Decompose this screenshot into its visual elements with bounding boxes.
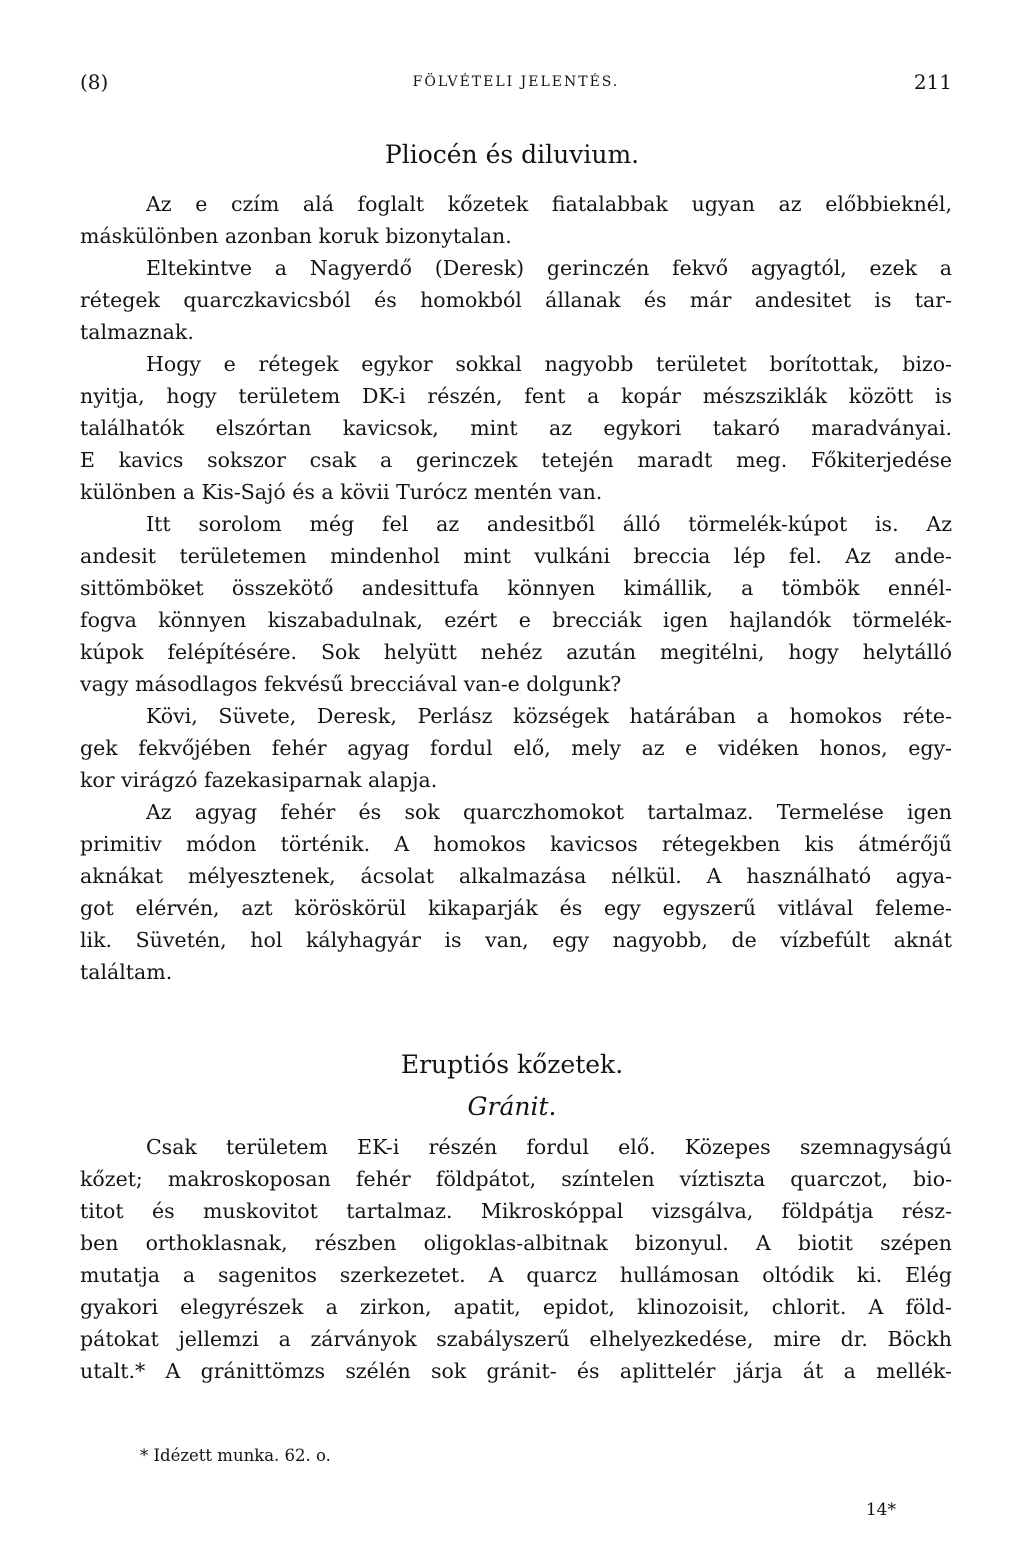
page-number: 211 <box>913 70 952 94</box>
text-line: andesit területemen mindenhol mint vulkáni breccia lép fel. Az ande- <box>80 544 952 568</box>
text-line: gek fekvőjében fehér agyag fordul elő, mely az e vidéken honos, egy- <box>80 736 952 760</box>
text-line: primitiv módon történik. A homokos kavicsos rétegekben kis átmérőjű <box>80 832 952 856</box>
text-line: titot és muskovitot tartalmaz. Mikroskóppal vizsgálva, földpátja rész- <box>80 1199 952 1223</box>
text-line: Az e czím alá foglalt kőzetek fiatalabbak ugyan az előbbieknél, <box>146 192 952 216</box>
section-number: (8) <box>80 70 109 94</box>
text-line: kúpok felépítésére. Sok helyütt nehéz azután megitélni, hogy helytálló <box>80 640 952 664</box>
text-line: lik. Süvetén, hol kályhagyár is van, egy nagyobb, de vízbefúlt aknát <box>80 928 952 952</box>
text-line: Kövi, Süvete, Deresk, Perlász községek határában a homokos réte- <box>146 704 952 728</box>
text-line: gyakori elegyrészek a zirkon, apatit, epidot, klinozoisit, chlorit. A föld- <box>80 1295 952 1319</box>
text-line: fogva könnyen kiszabadulnak, ezért e brecciák igen hajlandók törmelék- <box>80 608 952 632</box>
text-line: kor virágzó fazekasiparnak alapja. <box>80 768 438 792</box>
section-pliocen-body <box>80 188 952 988</box>
text-line: ben orthoklasnak, részben oligoklas-albitnak bizonyul. A biotit szépen <box>80 1231 952 1255</box>
heading-eruptios: Eruptiós kőzetek. <box>400 1050 624 1079</box>
text-line: Itt sorolom még fel az andesitből álló törmelék-kúpot is. Az <box>146 512 952 536</box>
text-line: pátokat jellemzi a zárványok szabályszerű elhelyezkedése, mire dr. Böckh <box>80 1327 952 1351</box>
section-granit-body <box>80 1131 952 1387</box>
heading-pliocen: Pliocén és diluvium. <box>384 140 640 169</box>
page-header <box>80 70 952 98</box>
text-line: különben a Kis-Sajó és a kövii Turócz mentén van. <box>80 480 603 504</box>
text-line: Eltekintve a Nagyerdő (Deresk) gerinczén fekvő agyagtól, ezek a <box>146 256 952 280</box>
text-line: Hogy e rétegek egykor sokkal nagyobb területet borítottak, bizo- <box>146 352 952 376</box>
text-line: rétegek quarczkavicsból és homokból állanak és már andesitet is tar- <box>80 288 952 312</box>
text-line: találhatók elszórtan kavicsok, mint az egykori takaró maradványai. <box>80 416 952 440</box>
text-line: E kavics sokszor csak a gerinczek tetején maradt meg. Főkiterjedése <box>80 448 952 472</box>
signature-mark: 14* <box>865 1500 896 1520</box>
text-line: Az agyag fehér és sok quarczhomokot tartalmaz. Termelése igen <box>146 800 952 824</box>
text-line: mutatja a sagenitos szerkezetet. A quarcz hullámosan oltódik ki. Elég <box>80 1263 952 1287</box>
text-line: Csak területem EK-i részén fordul elő. Közepes szemnagyságú <box>146 1135 952 1159</box>
footnote: * Idézett munka. 62. o. <box>140 1446 331 1465</box>
text-line: sittömböket összekötő andesittufa könnyen kimállik, a tömbök ennél- <box>80 576 952 600</box>
text-line: utalt.* A gránittömzs szélén sok gránit- és aplittelér járja át a mellék- <box>80 1359 952 1383</box>
text-line: nyitja, hogy területem DK-i részén, fent a kopár mészsziklák között is <box>80 384 952 408</box>
text-line: aknákat mélyesztenek, ácsolat alkalmazása nélkül. A használható agya- <box>80 864 952 888</box>
text-line: találtam. <box>80 960 173 984</box>
text-line: vagy másodlagos fekvésű brecciával van-e dolgunk? <box>80 672 622 696</box>
text-line: got elérvén, azt köröskörül kikaparják és egy egyszerű vitlával feleme- <box>80 896 952 920</box>
text-line: talmaznak. <box>80 320 194 344</box>
text-line: kőzet; makroskoposan fehér földpátot, színtelen víztiszta quarczot, bio- <box>80 1167 952 1191</box>
text-line: máskülönben azonban koruk bizonytalan. <box>80 224 512 248</box>
heading-granit: Gránit. <box>467 1092 557 1121</box>
running-title: FÖLVÉTELI JELENTÉS. <box>412 74 620 90</box>
